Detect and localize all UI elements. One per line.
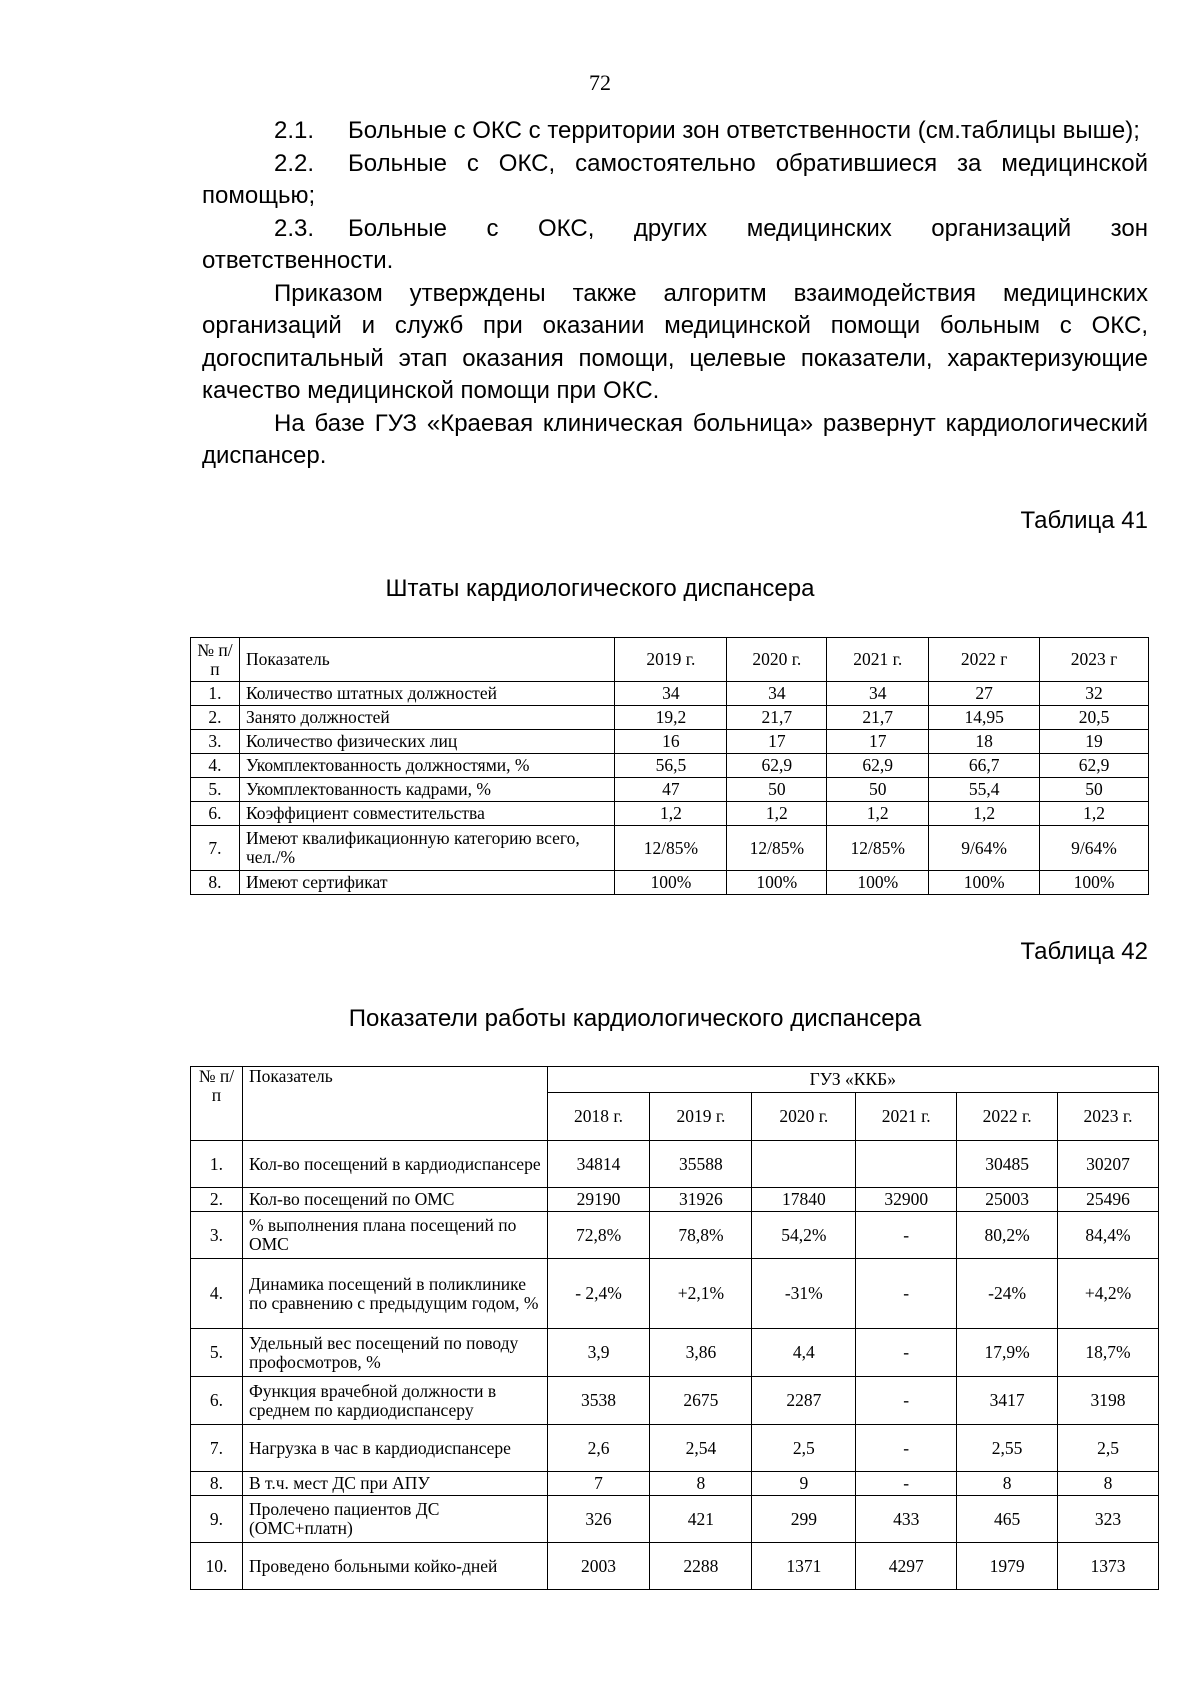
row-num: 9. [191, 1496, 243, 1543]
cell-value: 2,5 [1058, 1425, 1159, 1472]
cell-value: 56,5 [615, 754, 727, 778]
row-label: Удельный вес посещений по поводу профосмотров, % [242, 1329, 547, 1377]
cell-value: -31% [752, 1259, 856, 1329]
cell-value: 2288 [650, 1543, 752, 1590]
header-year: 2023 г [1040, 638, 1149, 682]
cell-value: 100% [827, 871, 929, 895]
table-row [191, 754, 1149, 778]
cell-value: 1,2 [929, 802, 1040, 826]
row-label: Кол-во посещений по ОМС [242, 1188, 547, 1212]
cell-value: +2,1% [650, 1259, 752, 1329]
row-label: Количество штатных должностей [239, 682, 615, 706]
row-label: В т.ч. мест ДС при АПУ [242, 1472, 547, 1496]
row-num: 8. [191, 1472, 243, 1496]
cell-value: 1,2 [727, 802, 827, 826]
cell-value: 27 [929, 682, 1040, 706]
cell-value: 2,5 [752, 1425, 856, 1472]
cell-value: - [856, 1329, 957, 1377]
cell-value: - [856, 1212, 957, 1259]
cell-value: 2003 [547, 1543, 650, 1590]
table42-title: Показатели работы кардиологического диспансера [348, 1005, 922, 1032]
cell-value: 54,2% [752, 1212, 856, 1259]
cell-value: 433 [856, 1496, 957, 1543]
cell-value: 34814 [547, 1141, 650, 1188]
cell-value: 35588 [650, 1141, 752, 1188]
item-text: Больные с ОКС с территории зон ответственности (см.таблицы выше); [348, 117, 1140, 144]
cell-value: 62,9 [1040, 754, 1149, 778]
row-num: 6. [191, 1377, 243, 1425]
row-num: 4. [191, 754, 240, 778]
cell-value: 1,2 [1040, 802, 1149, 826]
item-number: 2.3. [274, 214, 315, 242]
cell-value: 1979 [957, 1543, 1058, 1590]
table-row [191, 1496, 1159, 1543]
cell-value: 8 [957, 1472, 1058, 1496]
row-label: Занято должностей [239, 706, 615, 730]
table-row [191, 802, 1149, 826]
cell-value: 72,8% [547, 1212, 650, 1259]
cell-value: 19 [1040, 730, 1149, 754]
performance-table [190, 1066, 1159, 1590]
table-row [191, 1329, 1159, 1377]
cell-value: 100% [727, 871, 827, 895]
row-label: Укомплектованность должностями, % [239, 754, 615, 778]
cell-value: 100% [1040, 871, 1149, 895]
cell-value: 34 [727, 682, 827, 706]
cell-value: 25003 [957, 1188, 1058, 1212]
table-row [191, 871, 1149, 895]
cell-value: 50 [727, 778, 827, 802]
cell-value [856, 1141, 957, 1188]
cell-value: 84,4% [1058, 1212, 1159, 1259]
row-num: 7. [191, 826, 240, 871]
table-row [191, 1188, 1159, 1212]
cell-value: 1371 [752, 1543, 856, 1590]
cell-value: 8 [650, 1472, 752, 1496]
header-year: 2019 г. [615, 638, 727, 682]
cell-value: 18 [929, 730, 1040, 754]
cell-value: 12/85% [827, 826, 929, 871]
paragraph-2-3 [202, 213, 1148, 278]
cell-value: 1,2 [615, 802, 727, 826]
row-label: Укомплектованность кадрами, % [239, 778, 615, 802]
cell-value [752, 1141, 856, 1188]
staffing-table [190, 637, 1149, 895]
cell-value: 62,9 [727, 754, 827, 778]
cell-value: 7 [547, 1472, 650, 1496]
header-num: № п/п [191, 1067, 243, 1141]
item-text: Больные с ОКС, самостоятельно обратившиеся за медицинской помощью; [202, 149, 1148, 209]
header-year: 2019 г. [650, 1093, 752, 1141]
table41-title: Штаты кардиологического диспансера [385, 575, 815, 602]
cell-value: 2,54 [650, 1425, 752, 1472]
cell-value: 34 [827, 682, 929, 706]
cell-value: 12/85% [615, 826, 727, 871]
item-number: 2.1. [274, 117, 315, 144]
cell-value: 47 [615, 778, 727, 802]
row-num: 1. [191, 1141, 243, 1188]
cell-value: 30485 [957, 1141, 1058, 1188]
cell-value: - [856, 1425, 957, 1472]
header-indicator: Показатель [242, 1067, 547, 1141]
cell-value: 32900 [856, 1188, 957, 1212]
row-label: Динамика посещений в поликлинике по сравнению с предыдущим годом, % [242, 1259, 547, 1329]
row-num: 3. [191, 1212, 243, 1259]
table-row [191, 730, 1149, 754]
cell-value: 465 [957, 1496, 1058, 1543]
cell-value: 17 [827, 730, 929, 754]
header-year: 2020 г. [752, 1093, 856, 1141]
body-text [202, 115, 1148, 473]
cell-value: 100% [615, 871, 727, 895]
cell-value: 78,8% [650, 1212, 752, 1259]
row-num: 5. [191, 778, 240, 802]
row-num: 2. [191, 1188, 243, 1212]
table-row [191, 1259, 1159, 1329]
cell-value: 31926 [650, 1188, 752, 1212]
row-label: Пролечено пациентов ДС (ОМС+платн) [242, 1496, 547, 1543]
header-indicator: Показатель [239, 638, 615, 682]
cell-value: - [856, 1472, 957, 1496]
cell-value: 3,9 [547, 1329, 650, 1377]
cell-value: 18,7% [1058, 1329, 1159, 1377]
cell-value: 4,4 [752, 1329, 856, 1377]
row-label: Кол-во посещений в кардиодиспансере [242, 1141, 547, 1188]
header-year: 2021 г. [827, 638, 929, 682]
paragraph-2-2 [202, 148, 1148, 213]
cell-value: 34 [615, 682, 727, 706]
cell-value: 2,6 [547, 1425, 650, 1472]
table-header-row [191, 638, 1149, 682]
table-row [191, 1212, 1159, 1259]
cell-value: 19,2 [615, 706, 727, 730]
table-row [191, 1472, 1159, 1496]
row-label: Имеют сертификат [239, 871, 615, 895]
cell-value: 12/85% [727, 826, 827, 871]
cell-value: 3538 [547, 1377, 650, 1425]
row-num: 10. [191, 1543, 243, 1590]
row-num: 7. [191, 1425, 243, 1472]
paragraph-dispensary: На базе ГУЗ «Краевая клиническая больница» развернут кардиологический диспансер. [202, 409, 1148, 469]
row-label: % выполнения плана посещений по ОМС [242, 1212, 547, 1259]
cell-value: 1,2 [827, 802, 929, 826]
cell-value: - 2,4% [547, 1259, 650, 1329]
table-row [191, 1141, 1159, 1188]
cell-value: 21,7 [827, 706, 929, 730]
cell-value: 3198 [1058, 1377, 1159, 1425]
table41-caption: Таблица 41 [1020, 507, 1148, 534]
cell-value: 55,4 [929, 778, 1040, 802]
table-row [191, 778, 1149, 802]
cell-value: - [856, 1259, 957, 1329]
row-label: Коэффициент совместительства [239, 802, 615, 826]
header-year: 2023 г. [1058, 1093, 1159, 1141]
page-number: 72 [589, 70, 611, 95]
cell-value: 80,2% [957, 1212, 1058, 1259]
cell-value: 3,86 [650, 1329, 752, 1377]
cell-value: 30207 [1058, 1141, 1159, 1188]
cell-value: 17,9% [957, 1329, 1058, 1377]
row-label: Имеют квалификационную категорию всего, чел./% [239, 826, 615, 871]
cell-value: 32 [1040, 682, 1149, 706]
cell-value: 9/64% [929, 826, 1040, 871]
cell-value: 50 [1040, 778, 1149, 802]
cell-value: 21,7 [727, 706, 827, 730]
row-label: Количество физических лиц [239, 730, 615, 754]
cell-value: 2287 [752, 1377, 856, 1425]
table-row [191, 1543, 1159, 1590]
cell-value: 62,9 [827, 754, 929, 778]
paragraph-2-1 [202, 115, 1148, 148]
row-num: 6. [191, 802, 240, 826]
cell-value: 8 [1058, 1472, 1159, 1496]
header-num: № п/п [191, 638, 240, 682]
header-year: 2018 г. [547, 1093, 650, 1141]
cell-value: -24% [957, 1259, 1058, 1329]
table-row [191, 1377, 1159, 1425]
table-header-row [191, 1067, 1159, 1093]
header-group: ГУЗ «ККБ» [547, 1067, 1158, 1093]
cell-value: +4,2% [1058, 1259, 1159, 1329]
table-row [191, 826, 1149, 871]
cell-value: 421 [650, 1496, 752, 1543]
table-row [191, 682, 1149, 706]
cell-value: 66,7 [929, 754, 1040, 778]
cell-value: 17840 [752, 1188, 856, 1212]
header-year: 2022 г [929, 638, 1040, 682]
row-num: 8. [191, 871, 240, 895]
row-num: 1. [191, 682, 240, 706]
item-text: Больные с ОКС, других медицинских организаций зон ответственности. [202, 214, 1148, 274]
cell-value: 299 [752, 1496, 856, 1543]
header-year: 2021 г. [856, 1093, 957, 1141]
cell-value: 20,5 [1040, 706, 1149, 730]
cell-value: 9/64% [1040, 826, 1149, 871]
item-number: 2.2. [274, 149, 315, 177]
cell-value: 326 [547, 1496, 650, 1543]
cell-value: 3417 [957, 1377, 1058, 1425]
cell-value: 2675 [650, 1377, 752, 1425]
cell-value: 25496 [1058, 1188, 1159, 1212]
table42-caption: Таблица 42 [1020, 938, 1148, 965]
table-row [191, 706, 1149, 730]
cell-value: 9 [752, 1472, 856, 1496]
cell-value: 1373 [1058, 1543, 1159, 1590]
cell-value: 29190 [547, 1188, 650, 1212]
cell-value: 17 [727, 730, 827, 754]
paragraph-order: Приказом утверждены также алгоритм взаимодействия медицинских организаций и служб при оказании медицинской помощи больным с ОКС, догоспитальный этап оказания помощи, целевые показатели, характеризующие качество медицинской помощи при ОКС. [202, 279, 1148, 404]
cell-value: 100% [929, 871, 1040, 895]
cell-value: 16 [615, 730, 727, 754]
row-label: Функция врачебной должности в среднем по кардиодиспансеру [242, 1377, 547, 1425]
cell-value: 4297 [856, 1543, 957, 1590]
cell-value: 323 [1058, 1496, 1159, 1543]
cell-value: - [856, 1377, 957, 1425]
header-year: 2022 г. [957, 1093, 1058, 1141]
row-num: 2. [191, 706, 240, 730]
row-num: 3. [191, 730, 240, 754]
row-label: Проведено больными койко-дней [242, 1543, 547, 1590]
cell-value: 50 [827, 778, 929, 802]
cell-value: 2,55 [957, 1425, 1058, 1472]
table-row [191, 1425, 1159, 1472]
row-label: Нагрузка в час в кардиодиспансере [242, 1425, 547, 1472]
cell-value: 14,95 [929, 706, 1040, 730]
header-year: 2020 г. [727, 638, 827, 682]
row-num: 5. [191, 1329, 243, 1377]
row-num: 4. [191, 1259, 243, 1329]
